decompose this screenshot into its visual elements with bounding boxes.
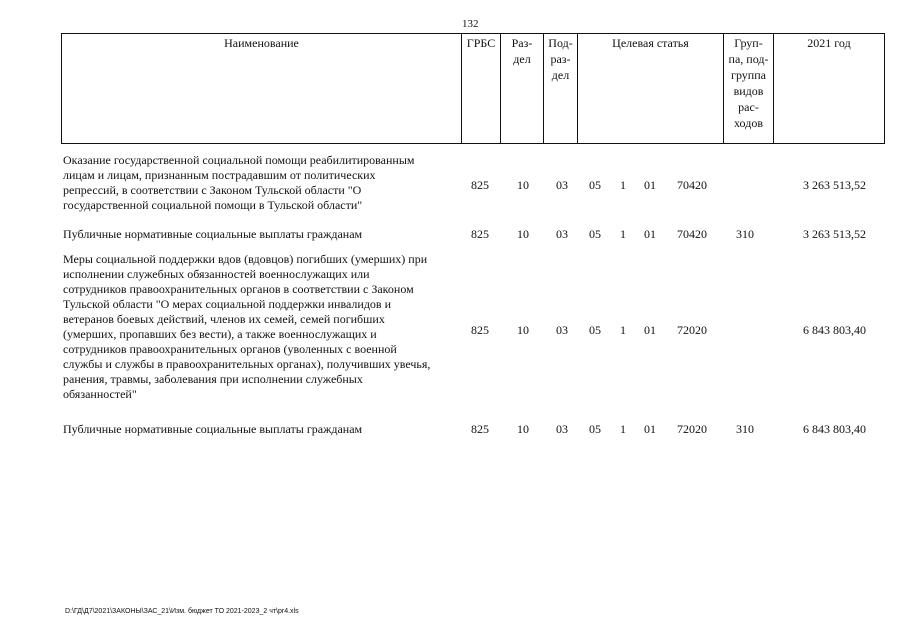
row-grbs: 825 bbox=[471, 323, 489, 337]
row-ts-direction: 70420 bbox=[677, 178, 707, 192]
row-grbs: 825 bbox=[471, 227, 489, 241]
row-name: Публичные нормативные социальные выплаты гражданам bbox=[63, 422, 363, 436]
row-ts-subprogram: 1 bbox=[620, 323, 626, 337]
header-name: Наименование bbox=[224, 36, 299, 50]
row-name: Меры социальной поддержки вдов (вдовцов) погибших (умерших) при исполнении служебных обязанностей военнослужащих или сотрудников правоохранительных органов в соответствии с Законом Тульской области "О мерах социальной поддержки инвалидов и ветеранов боевых действий, членов их семей, семей погибших (умерших, пропавших без вести), а также военнослужащих и сотрудников правоохранительных органов (уволенных с военной службы и службы в правоохранительных органах), получивших увечья, ранения, травмы, заболевания при исполнении служебных обязанностей" bbox=[63, 252, 431, 401]
row-expense-group: 310 bbox=[736, 227, 754, 241]
row-expense-group: 310 bbox=[736, 422, 754, 436]
row-amount: 6 843 803,40 bbox=[803, 323, 866, 337]
row-podrazdel: 03 bbox=[556, 422, 568, 436]
header-expense-group: Груп- па, под- группа видов рас- ходов bbox=[723, 34, 773, 143]
header-podrazdel: Под- раз- дел bbox=[543, 34, 577, 143]
row-ts-direction: 72020 bbox=[677, 323, 707, 337]
header-target-article: Целевая статья bbox=[577, 34, 723, 143]
table-row bbox=[61, 227, 885, 243]
row-amount: 3 263 513,52 bbox=[803, 227, 866, 241]
table-row bbox=[61, 252, 885, 407]
row-ts-event: 01 bbox=[644, 178, 656, 192]
row-razdel: 10 bbox=[517, 178, 529, 192]
row-grbs: 825 bbox=[471, 178, 489, 192]
row-amount: 3 263 513,52 bbox=[803, 178, 866, 192]
row-razdel: 10 bbox=[517, 227, 529, 241]
row-podrazdel: 03 bbox=[556, 227, 568, 241]
page-number: 132 bbox=[462, 18, 479, 30]
row-ts-program: 05 bbox=[589, 323, 601, 337]
row-podrazdel: 03 bbox=[556, 178, 568, 192]
table-header bbox=[61, 33, 885, 144]
row-ts-event: 01 bbox=[644, 422, 656, 436]
header-year-2021: 2021 год bbox=[773, 34, 884, 143]
row-ts-subprogram: 1 bbox=[620, 178, 626, 192]
row-ts-program: 05 bbox=[589, 178, 601, 192]
row-amount: 6 843 803,40 bbox=[803, 422, 866, 436]
file-path-footer: D:\ГД\Д7\2021\ЗАКОНЫ\ЗАС_21\Изм. бюджет ТО 2021-2023_2 чт\pr4.xls bbox=[65, 608, 299, 615]
row-name: Публичные нормативные социальные выплаты гражданам bbox=[63, 227, 363, 241]
row-ts-program: 05 bbox=[589, 227, 601, 241]
row-ts-direction: 72020 bbox=[677, 422, 707, 436]
row-grbs: 825 bbox=[471, 422, 489, 436]
row-ts-subprogram: 1 bbox=[620, 227, 626, 241]
row-razdel: 10 bbox=[517, 323, 529, 337]
table-row bbox=[61, 153, 885, 215]
row-ts-program: 05 bbox=[589, 422, 601, 436]
table-row bbox=[61, 422, 885, 438]
header-razdel: Раз- дел bbox=[500, 34, 543, 143]
row-podrazdel: 03 bbox=[556, 323, 568, 337]
row-ts-event: 01 bbox=[644, 323, 656, 337]
row-ts-event: 01 bbox=[644, 227, 656, 241]
row-ts-direction: 70420 bbox=[677, 227, 707, 241]
row-name: Оказание государственной социальной помощи реабилитированным лицам и лицам, признанным пострадавшим от политических репрессий, в соответствии с Законом Тульской области "О государственной социальной помощи в Тульской области" bbox=[63, 153, 415, 212]
row-ts-subprogram: 1 bbox=[620, 422, 626, 436]
header-grbs: ГРБС bbox=[461, 34, 500, 143]
row-razdel: 10 bbox=[517, 422, 529, 436]
